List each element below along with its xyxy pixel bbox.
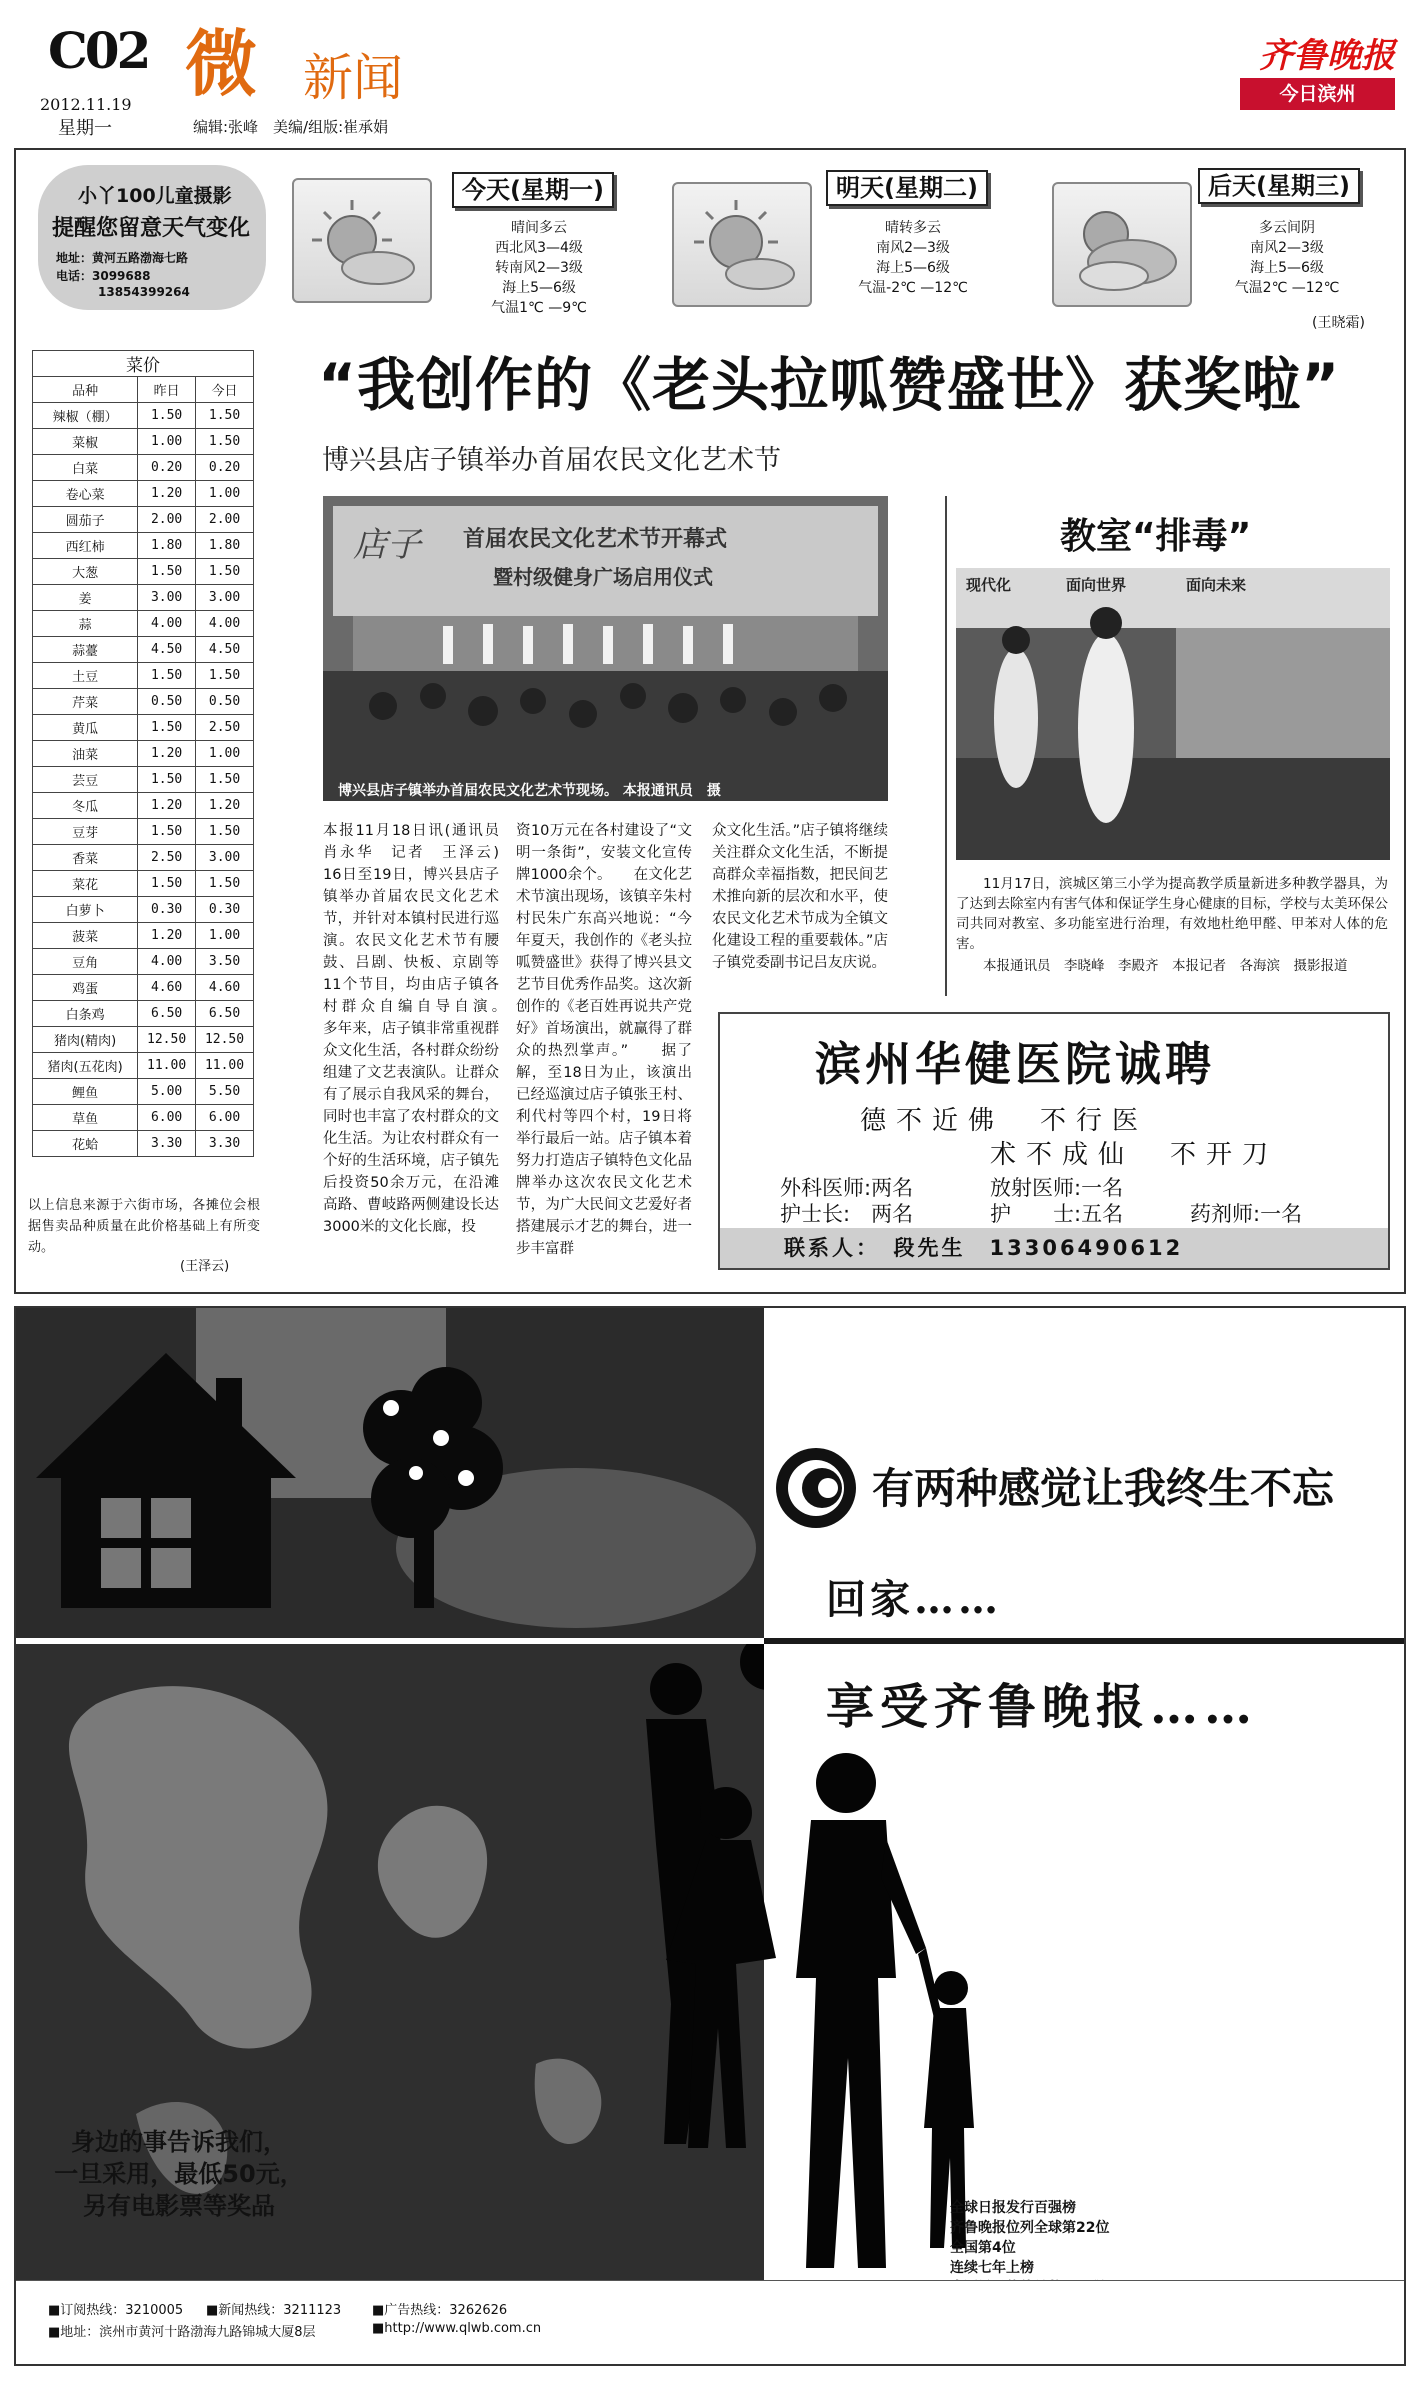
table-row [33,949,254,975]
veg-name-cell: 卷心菜 [33,481,138,507]
veg-name-cell: 冬瓜 [33,793,138,819]
price-yesterday-cell: 1.20 [138,481,196,507]
veg-name-cell: 芹菜 [33,689,138,715]
table-row [33,559,254,585]
table-row [33,533,254,559]
price-yesterday-cell: 2.00 [138,507,196,533]
edu-title: 教室“排毒” [1060,516,1252,557]
tips-line: 身边的事告诉我们， [71,2128,287,2156]
main-headline: “我创作的《老头拉呱赞盛世》获奖啦” [318,351,1341,419]
price-yesterday-cell: 5.00 [138,1079,196,1105]
article-column-3: 众文化生活。”店子镇将继续关注群众文化生活，不断提高群众幸福指数，把民间艺术推向新的层次和水平，使农民文化艺术节成为全镇文化建设工程的重要载体。”店子镇党委副书记吕友庆说。 [712,823,888,971]
price-yesterday-cell: 1.80 [138,533,196,559]
price-today-cell: 1.50 [196,767,254,793]
ad-line-enjoy: 享受齐鲁晚报…… [826,1679,1259,1735]
ad-footer [16,2280,1404,2366]
job-item: 护 士:五名 [990,1202,1124,1226]
weather-line: 气温-2℃ —12℃ [858,280,968,296]
weather-line: 海上5—6级 [502,280,576,296]
price-yesterday-cell: 1.00 [138,429,196,455]
price-today-cell: 1.50 [196,429,254,455]
wall-sign-text: 面向未来 [1186,576,1247,594]
ad-slogan: 有两种感觉让我终生不忘 [872,1464,1335,1513]
edu-credit: 本报通讯员 李晓峰 李殿齐 本报记者 各海滨 摄影报道 [983,958,1348,974]
veg-name-cell: 豆芽 [33,819,138,845]
weather-dayafter-label: 后天(星期三) [1198,168,1360,204]
table-row [33,1079,254,1105]
price-today-cell: 0.50 [196,689,254,715]
price-yesterday-cell: 6.00 [138,1105,196,1131]
table-row [33,767,254,793]
hospital-motto-1: 德不近佛 不行医 [860,1106,1149,1136]
promo-phone: 电话：3099688 [56,269,151,283]
table-row [33,1105,254,1131]
issue-weekday: 星期一 [58,118,112,139]
weather-dayafter-info [1192,218,1382,298]
price-today-cell: 6.00 [196,1105,254,1131]
price-note-author: (王泽云) [180,1259,230,1274]
veg-name-cell: 芸豆 [33,767,138,793]
table-row [33,663,254,689]
sun-cloud-icon [672,182,812,307]
hospital-title: 滨州华健医院诚聘 [815,1037,1215,1091]
price-today-cell: 4.50 [196,637,254,663]
weather-line: 转南风2—3级 [495,260,583,276]
wall-sign-text: 现代化 [966,576,1012,594]
list-item: 全球日报发行百强榜 [950,2200,1076,2216]
veg-name-cell: 黄瓜 [33,715,138,741]
veg-name-cell: 菜椒 [33,429,138,455]
column-title-wei: 微 [185,21,258,106]
veg-name-cell: 猪肉(精肉) [33,1027,138,1053]
table-row [33,455,254,481]
table-row [33,637,254,663]
price-yesterday-cell: 4.50 [138,637,196,663]
veg-name-cell: 菠菜 [33,923,138,949]
price-yesterday-cell: 3.30 [138,1131,196,1157]
price-yesterday-cell: 0.20 [138,455,196,481]
hospital-motto-2: 术不成仙 不开刀 [990,1140,1279,1170]
list-item: 齐鲁晚报位列全球第22位 [950,2220,1110,2236]
table-row [33,923,254,949]
weather-line: 晴间多云 [511,220,567,236]
table-row [33,429,254,455]
price-today-cell: 1.50 [196,819,254,845]
main-subhead: 博兴县店子镇举办首届农民文化艺术节 [322,445,781,476]
photo-studio-promo [38,165,266,310]
price-yesterday-cell: 0.50 [138,689,196,715]
tips-line: 另有电影票等奖品 [83,2192,275,2220]
veg-name-cell: 豆角 [33,949,138,975]
table-row [33,481,254,507]
veg-name-cell: 土豆 [33,663,138,689]
price-today-cell: 1.00 [196,741,254,767]
weather-line: 海上5—6级 [1250,260,1324,276]
table-header: 品种 [33,377,138,403]
office-address: ■地址：滨州市黄河十路渤海九路锦城大厦8层 [48,2325,316,2340]
price-yesterday-cell: 4.00 [138,949,196,975]
job-item: 放射医师:一名 [990,1176,1124,1200]
banner-text: 店子 [353,525,421,565]
table-row [33,689,254,715]
price-yesterday-cell: 1.50 [138,819,196,845]
veg-name-cell: 蒜 [33,611,138,637]
weather-line: 多云间阴 [1259,220,1315,236]
cloud-sun-icon [1052,182,1192,307]
table-row [33,611,254,637]
price-yesterday-cell: 4.00 [138,611,196,637]
ad-divider [764,1638,1406,1644]
weather-today-label: 今天(星期一) [452,172,614,208]
price-today-cell: 5.50 [196,1079,254,1105]
price-today-cell: 2.50 [196,715,254,741]
veg-name-cell: 蒜薹 [33,637,138,663]
price-today-cell: 1.50 [196,663,254,689]
price-today-cell: 12.50 [196,1027,254,1053]
price-note: 以上信息来源于六街市场，各摊位会根据售卖品种质量在此价格基础上有所变动。 [28,1198,260,1255]
price-yesterday-cell: 0.30 [138,897,196,923]
veg-name-cell: 白菜 [33,455,138,481]
classroom-photo [956,568,1390,860]
table-row [33,845,254,871]
newspaper-logo-icon [772,1444,860,1532]
promo-slogan: 提醒您留意天气变化 [52,215,251,241]
price-today-cell: 4.60 [196,975,254,1001]
price-yesterday-cell: 1.20 [138,741,196,767]
veg-name-cell: 白萝卜 [33,897,138,923]
veg-name-cell: 西红柿 [33,533,138,559]
table-row [33,403,254,429]
festival-photo-caption: 博兴县店子镇举办首届农民文化艺术节现场。 本报通讯员 摄 [338,783,721,799]
job-item: 外科医师:两名 [780,1176,914,1200]
table-row [33,585,254,611]
price-yesterday-cell: 1.50 [138,871,196,897]
weather-line: 南风2—3级 [876,240,950,256]
price-today-cell: 6.50 [196,1001,254,1027]
price-today-cell: 1.50 [196,871,254,897]
subscribe-hotline: ■订阅热线：3210005 [48,2303,184,2318]
price-yesterday-cell: 6.50 [138,1001,196,1027]
price-yesterday-cell: 1.50 [138,663,196,689]
veg-name-cell: 辣椒（棚） [33,403,138,429]
table-body [33,403,254,1157]
article-column-2: 资10万元在各村建设了“文明一条街”，安装文化宣传牌1000余个。 在文化艺术节演出现场，该镇辛朱村村民朱广东高兴地说：“今年夏天，我创作的《老头拉呱赞盛世》获得了博兴县文艺节目优秀作品奖。这次新创作的《老百姓再说共产党好》首场演出，就赢得了群众的热烈掌声。” 据了解，至18日为止，该演出已经巡演过店子镇张王村、利代村等四个村，19日将举行最后一站。店子镇本着努力打造店子镇特色文化品牌举办这次农民文化艺术节，为广大民间文艺爱好者搭建展示才艺的舞台，进一步丰富群 [516,823,692,1257]
price-yesterday-cell: 4.60 [138,975,196,1001]
banner-text: 首届农民文化艺术节开幕式 [463,527,728,552]
weather-line: 南风2—3级 [1250,240,1324,256]
price-yesterday-cell: 1.50 [138,715,196,741]
weather-tomorrow-label: 明天(星期二) [826,170,988,206]
price-yesterday-cell: 2.50 [138,845,196,871]
weather-line: 气温2℃ —12℃ [1234,280,1340,296]
price-today-cell: 0.30 [196,897,254,923]
ad-line-home: 回家…… [826,1576,1002,1623]
price-yesterday-cell: 1.50 [138,559,196,585]
weather-line: 晴转多云 [885,220,941,236]
promo-title: 小丫100儿童摄影 [78,185,232,207]
price-today-cell: 1.00 [196,923,254,949]
weather-tomorrow-info [818,218,1008,298]
price-today-cell: 1.50 [196,403,254,429]
column-divider [945,496,947,996]
price-yesterday-cell: 11.00 [138,1053,196,1079]
price-today-cell: 3.30 [196,1131,254,1157]
edu-body: 11月17日，滨城区第三小学为提高教学质量新进多种教学器具，为了达到去除室内有害气体和保证学生身心健康的目标，学校与太美环保公司共同对教室、多功能室进行治理，有效地杜绝甲醛、甲苯对人体的危害。 [956,876,1388,952]
price-today-cell: 3.00 [196,585,254,611]
vegetable-price-table [32,350,254,1157]
price-today-cell: 3.50 [196,949,254,975]
list-item: 连续七年上榜 [950,2260,1034,2276]
veg-name-cell: 香菜 [33,845,138,871]
veg-name-cell: 草鱼 [33,1105,138,1131]
list-item: 全国第4位 [950,2240,1016,2256]
job-item: 护士长: 两名 [780,1202,914,1226]
newspaper-logo: 齐鲁晚报 [1259,36,1395,76]
sun-cloud-icon [292,178,432,303]
table-row [33,1131,254,1157]
veg-name-cell: 白条鸡 [33,1001,138,1027]
weather-credit: (王晓霜) [1312,315,1365,331]
table-row [33,1001,254,1027]
table-row [33,897,254,923]
promo-mobile: 13854399264 [98,285,190,299]
price-today-cell: 1.00 [196,481,254,507]
weather-line: 西北风3—4级 [495,240,583,256]
table-row [33,715,254,741]
table-row [33,1053,254,1079]
price-today-cell: 1.50 [196,559,254,585]
veg-name-cell: 鲤鱼 [33,1079,138,1105]
price-today-cell: 1.20 [196,793,254,819]
price-today-cell: 2.00 [196,507,254,533]
hospital-contact: 联系人： 段先生 13306490612 [720,1228,1388,1268]
hospital-recruit-ad [718,1012,1390,1270]
website-link[interactable]: ■http://www.qlwb.com.cn [372,2321,542,2336]
table-caption: 菜价 [33,351,254,377]
editors-line: 编辑:张峰 美编/组版:崔承娟 [193,118,389,136]
ad-hotline: ■广告热线：3262626 [372,2303,508,2318]
table-header: 今日 [196,377,254,403]
newspaper-promo-ad [14,1306,1406,2366]
veg-name-cell: 大葱 [33,559,138,585]
table-row [33,507,254,533]
issue-date: 2012.11.19 [40,95,132,114]
veg-name-cell: 菜花 [33,871,138,897]
table-row [33,741,254,767]
price-yesterday-cell: 1.20 [138,793,196,819]
veg-name-cell: 姜 [33,585,138,611]
column-masthead [185,20,445,140]
veg-name-cell: 猪肉(五花肉) [33,1053,138,1079]
column-title-news: 新闻 [303,49,403,107]
table-row [33,975,254,1001]
weather-line: 海上5—6级 [876,260,950,276]
price-today-cell: 4.00 [196,611,254,637]
price-yesterday-cell: 1.50 [138,767,196,793]
festival-photo [323,496,888,801]
veg-name-cell: 花蛤 [33,1131,138,1157]
veg-name-cell: 油菜 [33,741,138,767]
table-row [33,793,254,819]
table-row [33,1027,254,1053]
table-row [33,871,254,897]
veg-name-cell: 鸡蛋 [33,975,138,1001]
price-today-cell: 1.80 [196,533,254,559]
house-tree-panel [16,1308,764,1638]
price-yesterday-cell: 12.50 [138,1027,196,1053]
price-today-cell: 0.20 [196,455,254,481]
price-today-cell: 3.00 [196,845,254,871]
veg-name-cell: 圆茄子 [33,507,138,533]
tips-line: 一旦采用，最低50元， [54,2160,304,2188]
price-yesterday-cell: 3.00 [138,585,196,611]
article-column-1: 本报11月18日讯(通讯员 肖永华 记者 王泽云) 16日至19日，博兴县店子镇举办首届农民文化艺术节，并针对本镇村民进行巡演。农民文化艺术节有腰鼓、吕剧、快板、京剧等11个节目，均由店子镇各村群众自编自导自演。 多年来，店子镇非常重视群众文化生活，各村群众纷纷组建了文艺表演队。让群众有了展示自我风采的舞台，同时也丰富了农村群众的文化生活。为让农村群众有一个好的生活环境，店子镇先后投资50余万元，在沿滩高路、曹岐路两侧建设长达3000米的文化长廊，投 [323,823,499,1235]
page-number: C02 [48,21,149,80]
table-row [33,819,254,845]
weather-line: 气温1℃ —9℃ [491,300,587,316]
submit-tips-text [44,2126,314,2222]
weather-today-info [444,218,634,318]
table-header: 昨日 [138,377,196,403]
section-tag: 今日滨州 [1240,78,1395,110]
job-item: 药剂师:一名 [1190,1202,1303,1226]
price-yesterday-cell: 1.50 [138,403,196,429]
banner-text: 暨村级健身广场启用仪式 [493,565,713,589]
promo-address: 地址：黄河五路渤海七路 [56,251,189,265]
price-yesterday-cell: 1.20 [138,923,196,949]
wall-sign-text: 面向世界 [1066,576,1127,594]
price-today-cell: 11.00 [196,1053,254,1079]
news-hotline: ■新闻热线：3211123 [206,2303,342,2318]
